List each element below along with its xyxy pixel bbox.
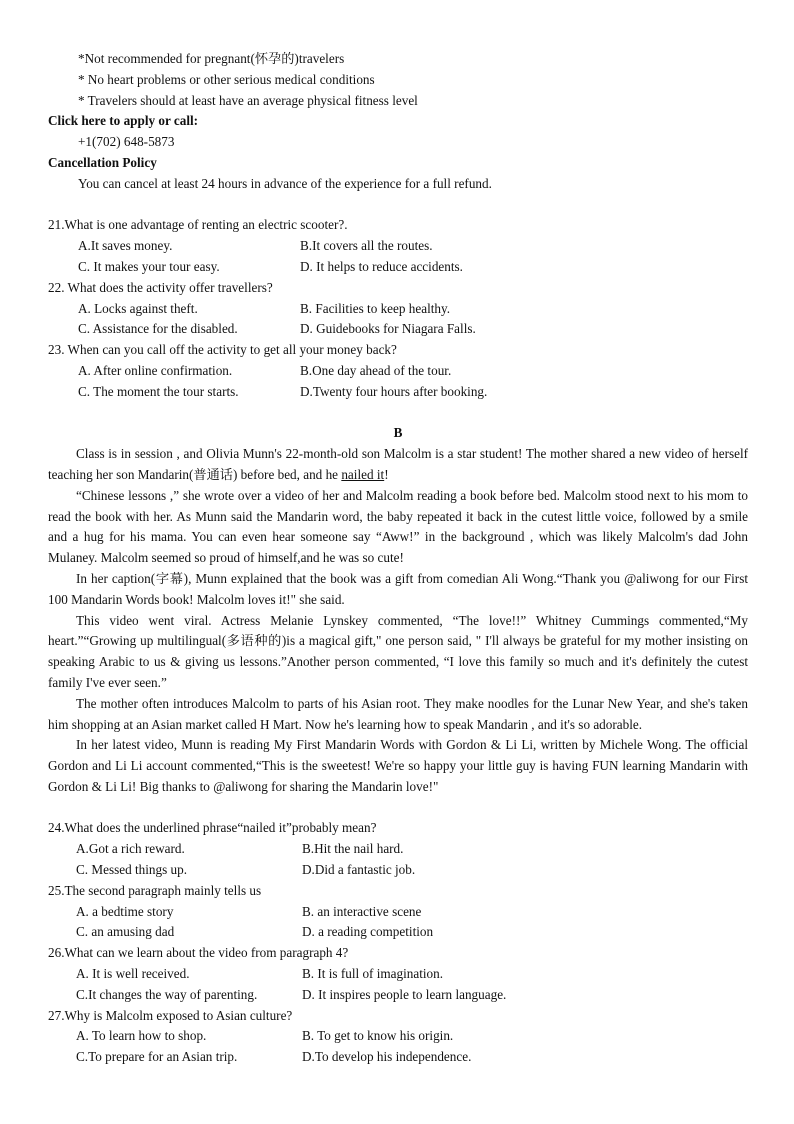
paragraph-text: Class is in session , and Olivia Munn's 22-month-old son Malcolm is a star student! The mother shared a new video of herself teaching her son Mandarin(普通话) before bed, and he bbox=[48, 446, 748, 482]
underlined-phrase: nailed it bbox=[341, 466, 385, 482]
question-stem: 27.Why is Malcolm exposed to Asian culture? bbox=[48, 1007, 293, 1023]
question-26 bbox=[48, 943, 748, 1005]
option-b: B.It covers all the routes. bbox=[300, 238, 433, 254]
cancellation-text: You can cancel at least 24 hours in advance of the experience for a full refund. bbox=[78, 175, 492, 191]
exam-page bbox=[48, 49, 748, 1068]
option-d: D. It inspires people to learn language. bbox=[302, 986, 507, 1002]
question-stem: 26.What can we learn about the video from paragraph 4? bbox=[48, 945, 349, 961]
option-c: C.To prepare for an Asian trip. bbox=[76, 1049, 238, 1065]
question-stem: 23. When can you call off the activity to get all your money back? bbox=[48, 342, 397, 358]
option-b: B. an interactive scene bbox=[302, 903, 422, 919]
requirement-item: * No heart problems or other serious medical conditions bbox=[78, 71, 375, 87]
question-stem: 21.What is one advantage of renting an electric scooter?. bbox=[48, 217, 348, 233]
phone-number: +1(702) 648-5873 bbox=[78, 134, 175, 150]
option-a: A. Locks against theft. bbox=[78, 300, 198, 316]
option-d: D.Did a fantastic job. bbox=[302, 862, 416, 878]
question-stem: 25.The second paragraph mainly tells us bbox=[48, 882, 262, 898]
option-a: A.Got a rich reward. bbox=[76, 841, 185, 857]
option-d: D. Guidebooks for Niagara Falls. bbox=[300, 321, 476, 337]
passage-paragraph-6: In her latest video, Munn is reading My First Mandarin Words with Gordon & Li Li, written by Michele Wong. The official Gordon and Li Li account commented,“This is the sweetest! We're so happy your little guy is having FUN learning Mandarin with Gordon & Li Li! Big thanks to @aliwong for sharing the Mandarin love!" bbox=[48, 737, 748, 794]
option-c: C.It changes the way of parenting. bbox=[76, 986, 258, 1002]
passage-paragraph-5: The mother often introduces Malcolm to parts of his Asian root. They make noodles for the Lunar New Year, and she's taken him shopping at an Asian market called H Mart. Now he's learning how to speak Mandarin , and it's so adorable. bbox=[48, 695, 748, 732]
option-c: C. an amusing dad bbox=[76, 924, 175, 940]
requirement-item: * Travelers should at least have an average physical fitness level bbox=[78, 92, 418, 108]
option-d: D. a reading competition bbox=[302, 924, 434, 940]
question-27 bbox=[48, 1006, 748, 1068]
option-b: B.Hit the nail hard. bbox=[302, 841, 404, 857]
option-d: D.To develop his independence. bbox=[302, 1049, 472, 1065]
passage-paragraph-1 bbox=[48, 444, 748, 486]
option-b: B. To get to know his origin. bbox=[302, 1028, 454, 1044]
passage-paragraph-4: This video went viral. Actress Melanie Lynskey commented, “The love!!” Whitney Cummings commented,“My heart.”“Growing up multilingual(多语种的)is a magical gift," one person said, " I'll always be grateful for my mother insisting on speaking Arabic to us & giving us lessons.”Another person commented, “I love this family so much and it's definitely the cutest family I've ever seen.” bbox=[48, 612, 748, 690]
requirements-list bbox=[48, 49, 748, 111]
question-stem: 24.What does the underlined phrase“nailed it”probably mean? bbox=[48, 820, 377, 836]
option-d: D.Twenty four hours after booking. bbox=[300, 383, 488, 399]
option-c: C. The moment the tour starts. bbox=[78, 383, 239, 399]
question-24 bbox=[48, 818, 748, 880]
question-25 bbox=[48, 881, 748, 943]
section-b-heading: B bbox=[393, 425, 403, 441]
option-a: A. After online confirmation. bbox=[78, 362, 233, 378]
option-c: C. Assistance for the disabled. bbox=[78, 321, 238, 337]
option-d: D. It helps to reduce accidents. bbox=[300, 258, 463, 274]
paragraph-text: ! bbox=[384, 466, 389, 482]
requirement-item: *Not recommended for pregnant(怀孕的)travelers bbox=[78, 51, 345, 66]
option-a: A. a bedtime story bbox=[76, 903, 174, 919]
option-c: C. Messed things up. bbox=[76, 862, 187, 878]
option-a: A.It saves money. bbox=[78, 238, 173, 254]
option-a: A. It is well received. bbox=[76, 966, 190, 982]
option-c: C. It makes your tour easy. bbox=[78, 258, 220, 274]
apply-heading: Click here to apply or call: bbox=[48, 113, 199, 129]
cancellation-heading: Cancellation Policy bbox=[48, 154, 157, 170]
question-21 bbox=[48, 215, 748, 277]
option-b: B. Facilities to keep healthy. bbox=[300, 300, 451, 316]
option-a: A. To learn how to shop. bbox=[76, 1028, 207, 1044]
question-stem: 22. What does the activity offer travellers? bbox=[48, 279, 273, 295]
question-22 bbox=[48, 278, 748, 340]
question-23 bbox=[48, 340, 748, 402]
option-b: B.One day ahead of the tour. bbox=[300, 362, 452, 378]
passage-paragraph-2: “Chinese lessons ,” she wrote over a video of her and Malcolm reading a book before bed. Malcolm stood next to his mom to read the book with her. As Munn said the Mandarin word, the baby repeated it back in the cutest little voice, followed by a smile and a hug for his mama. You can even hear someone say “Aww!” in the background , which was likely Malcolm's dad John Mulaney. Malcolm seemed so proud of himself,and he was so cute! bbox=[48, 487, 748, 566]
passage-paragraph-3: In her caption(字幕), Munn explained that the book was a gift from comedian Ali Wong.“Thank you @aliwong for our First 100 Mandarin Words book! Malcolm loves it!" she said. bbox=[48, 570, 748, 607]
option-b: B. It is full of imagination. bbox=[302, 966, 444, 982]
